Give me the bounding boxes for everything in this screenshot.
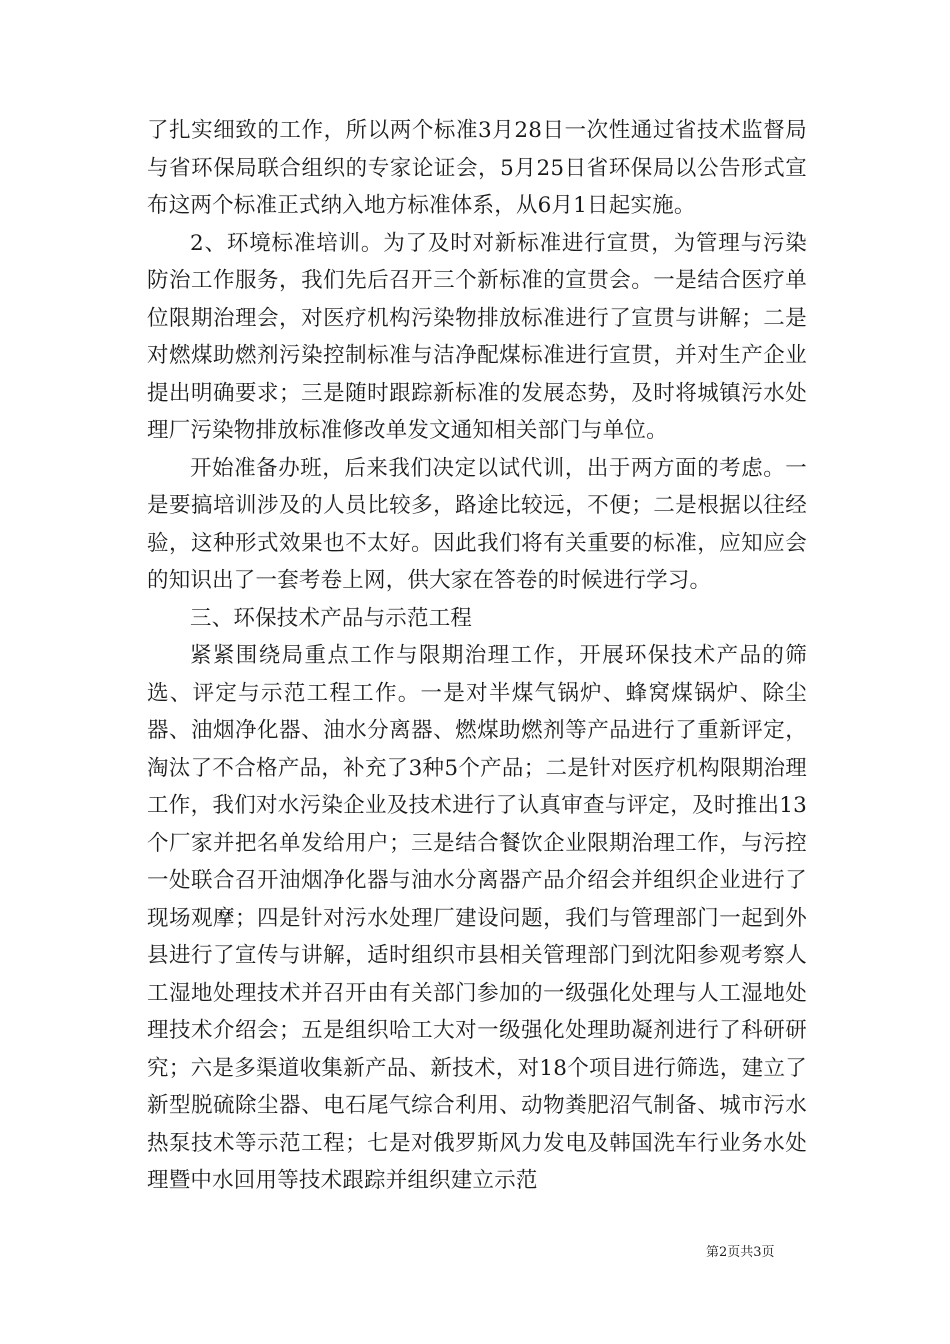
page-number-footer xyxy=(706,1245,775,1261)
document-body xyxy=(147,112,807,1200)
paragraph-technology-products: 紧紧围绕局重点工作与限期治理工作，开展环保技术产品的筛选、评定与示范工程工作。一是对半煤气锅炉、蜂窝煤锅炉、除尘器、油烟净化器、油水分离器、燃煤助燃剂等产品进行了重新评定，淘汰了不合格产品，补充了3种5个产品；二是针对医疗机构限期治理工作，我们对水污染企业及技术进行了认真审查与评定，及时推出13个厂家并把名单发给用户；三是结合餐饮企业限期治理工作，与污控一处联合召开油烟净化器与油水分离器产品介绍会并组织企业进行了现场观摩；四是针对污水处理厂建设问题，我们与管理部门一起到外县进行了宣传与讲解，适时组织市县相关管理部门到沈阳参观考察人工湿地处理技术并召开由有关部门参加的一级强化处理与人工湿地处理技术介绍会；五是组织哈工大对一级强化处理助凝剂进行了科研研究；六是多渠道收集新产品、新技术，对18个项目进行筛选，建立了新型脱硫除尘器、电石尾气综合利用、动物粪肥沼气制备、城市污水热泵技术等示范工程；七是对俄罗斯风力发电及韩国洗车行业务水处理暨中水回用等技术跟踪并组织建立示范 xyxy=(147,643,807,1193)
paragraph-standards-continuation: 了扎实细致的工作，所以两个标准3月28日一次性通过省技术监督局与省环保局联合组织的专家论证会，5月25日省环保局以公告形式宣布这两个标准正式纳入地方标准体系，从6月1日起实施。 xyxy=(147,118,807,218)
page-number-label: 第2页共3页 xyxy=(706,1245,775,1260)
section-heading-technology-products: 三、环保技术产品与示范工程 xyxy=(190,605,473,631)
paragraph-standards-training: 2、环境标准培训。为了及时对新标准进行宣贯，为管理与污染防治工作服务，我们先后召开三个新标准的宣贯会。一是结合医疗单位限期治理会，对医疗机构污染物排放标准进行了宣贯与讲解；二是对燃煤助燃剂污染控制标准与洁净配煤标准进行宣贯，并对生产企业提出明确要求；三是随时跟踪新标准的发展态势，及时将城镇污水处理厂污染物排放标准修改单发文通知相关部门与单位。 xyxy=(147,230,807,443)
paragraph-training-exam: 开始准备办班，后来我们决定以试代训，出于两方面的考虑。一是要搞培训涉及的人员比较多，路途比较远，不便；二是根据以往经验，这种形式效果也不太好。因此我们将有关重要的标准，应知应会的知识出了一套考卷上网，供大家在答卷的时候进行学习。 xyxy=(147,455,807,593)
